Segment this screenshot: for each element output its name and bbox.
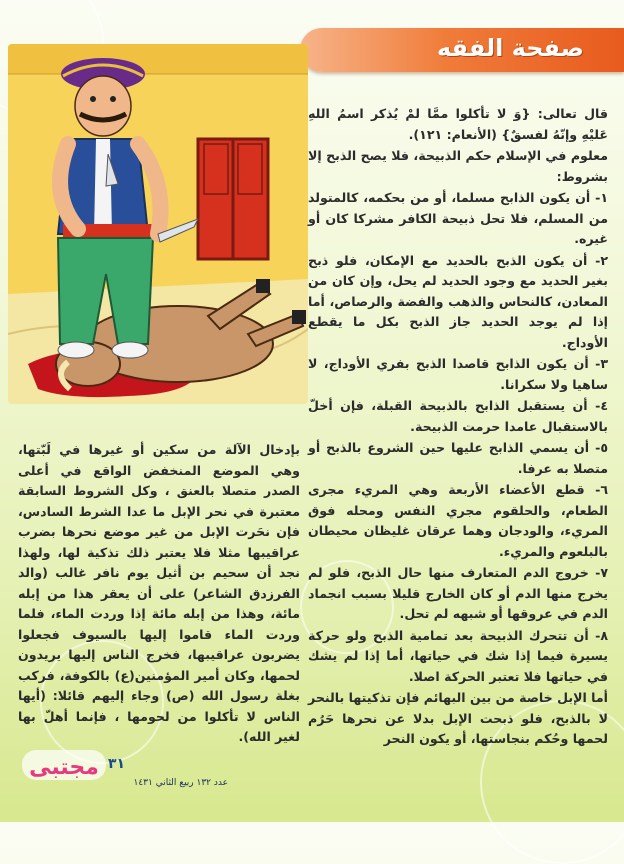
paragraph-verse: قال تعالى: {وَ لا تأكلوا ممَّا لمْ يُذكر اسمُ اللهِ عَليْهِ وإنّهُ لفسقٌ} (الأنعام: ١٢١). — [308, 106, 608, 142]
condition-6: ٦- قطع الأعضاء الأربعة وهي المريء مجرى الطعام، والحلقوم مجري النفس ومحله فوق المريء، والودجان وهما عرقان غليظان محيطان بالبلعوم والمريء. — [308, 482, 608, 559]
condition-4: ٤- أن يستقبل الذابح بالذبيحة القبلة، فإن أخلّ بالاستقبال عامدا حرمت الذبيحة. — [308, 398, 608, 434]
page-number: ٣١ — [108, 756, 126, 772]
paragraph-intro: معلوم في الإسلام حكم الذبيحة، فلا يصح الذبح إلا بشروط: — [308, 148, 608, 184]
magazine-logo — [22, 744, 106, 784]
paragraph-camels: أما الإبل خاصة من بين البهائم فإن تذكيتها بالنحر لا بالذبح، فلو ذبحت الإبل بدلا عن نحرها حَرُم لحمها وحُكم بنجاستها، أو يكون النحر — [308, 690, 608, 746]
condition-3: ٣- أن يكون الذابح قاصدا الذبح بفري الأوداج، لا ساهيا ولا سكرانا. — [308, 356, 608, 392]
illustration — [8, 44, 308, 404]
logo-text: مجتبى — [29, 755, 99, 780]
mujtaba-logo-icon — [22, 744, 106, 784]
condition-8: ٨- أن تتحرك الذبيحة بعد تمامية الذبح ولو حركة يسيرة فيما إذا شك في حياتها، أما إذا لم يشك في حياتها فلا تعتبر الحركة اصلا. — [308, 627, 608, 684]
paragraph-continuation: بإدخال الآلة من سكين أو غيرها في لَبّتها، وهي الموضع المنخفض الواقع في أعلى الصدر متصلا بالعنق ، وكل الشروط السابقة معتبرة في نحر الإبل ما عدا الشرط السادس، فإن نحَرت الإبل من غير موضع نحرها بضرب عراقيبها مثلا فلا يعتبر ذلك تذكية لها، ولهذا نجد أن سحيم بن أثيل يوم نافر غالب (والد الفرزدق الشاعر) على أن يعقر هذا من إبله مائة، وهذا من إبله مائة إذا وردت الماء، فلما وردت الماء قاموا إليها بالسيوف فجعلوا يضربون عراقيبها، فخرج الناس إليها يريدون لحمها، وكان أمير المؤمنين(ع) بالكوفة، فركب بغلة رسول الله (ص) وجاء إليهم قائلا: (أيها الناس لا تأكلوا من لحومها ، فإنما أهلّ بها لغير الله). — [18, 442, 300, 744]
article-right-column — [308, 104, 608, 751]
article-left-column — [18, 440, 300, 749]
condition-5: ٥- أن يسمي الذابح عليها حين الشروع بالذبح أو متصلا به عرفا. — [308, 440, 608, 476]
issue-info: عدد ١٣٢ ربيع الثاني ١٤٣١ — [133, 778, 228, 788]
section-title: صفحة الفقه — [436, 34, 584, 62]
butcher-illustration — [8, 44, 308, 404]
condition-7: ٧- خروج الدم المتعارف منها حال الذبح، فلو لم يخرج منها الدم أو كان الخارج قليلا بسبب انجماد الدم في عروقها أو شبهه لم تحل. — [308, 565, 608, 621]
condition-1: ١- أن يكون الذابح مسلما، أو من بحكمه، كالمتولد من المسلم، فلا تحل ذبيحة الكافر مشركا كان أو غيره. — [308, 190, 608, 246]
condition-2: ٢- أن يكون الذبح بالحديد مع الإمكان، فلو ذبح بغير الحديد مع وجود الحديد لم يحل، وإن كان من المعادن، كالنحاس والذهب والفضة والرصاص، أما إذا لم يوجد الحديد جاز الذبح بكل ما يقطع الأوداج. — [308, 252, 608, 350]
